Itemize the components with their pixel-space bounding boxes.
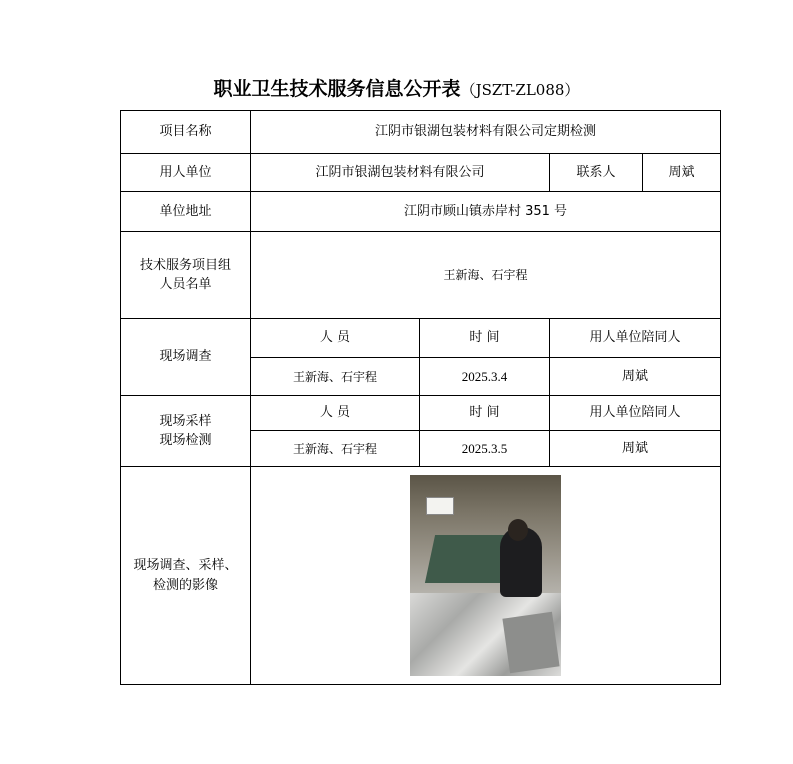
- row-project-name: [121, 111, 721, 154]
- sampling-label-line1: 现场采样: [159, 413, 212, 429]
- survey-label: 现场调查: [121, 319, 251, 396]
- images-cell: [251, 467, 721, 685]
- images-label: [121, 467, 251, 685]
- contact-label: 联系人: [550, 154, 643, 192]
- employer-value: 江阴市银湖包装材料有限公司: [251, 154, 550, 192]
- title-main: 职业卫生技术服务信息公开表: [213, 78, 461, 100]
- page-title: [0, 74, 793, 101]
- row-address: [121, 192, 721, 232]
- team-label: [121, 232, 251, 319]
- address-value: 江阴市顾山镇赤岸村 351 号: [251, 192, 721, 232]
- team-value: 王新海、石宇程: [251, 232, 721, 319]
- survey-companion: 周斌: [550, 358, 721, 396]
- row-employer: [121, 154, 721, 192]
- row-images: [121, 467, 721, 685]
- sampling-date: 2025.3.5: [420, 431, 550, 467]
- survey-header-companion: 用人单位陪同人: [550, 319, 721, 358]
- site-inspection-photo: [410, 475, 561, 676]
- row-sampling-header: [121, 396, 721, 431]
- project-name-label: 项目名称: [121, 111, 251, 154]
- row-team: [121, 232, 721, 319]
- sampling-label-line2: 现场检测: [159, 433, 212, 448]
- contact-value: 周斌: [643, 154, 721, 192]
- sampling-label: [121, 396, 251, 467]
- team-label-line1: 技术服务项目组: [139, 257, 231, 273]
- photo-wall-sign: [426, 497, 454, 515]
- sampling-header-companion: 用人单位陪同人: [550, 396, 721, 431]
- sampling-header-date: 时 间: [420, 396, 550, 431]
- sampling-header-personnel: 人 员: [251, 396, 420, 431]
- sampling-companion: 周斌: [550, 431, 721, 467]
- info-table: [120, 110, 721, 685]
- title-code: （JSZT-ZL088）: [460, 81, 580, 99]
- survey-date: 2025.3.4: [420, 358, 550, 396]
- team-label-line2: 人员名单: [159, 277, 212, 292]
- photo-worker-head: [508, 519, 528, 541]
- survey-header-personnel: 人 员: [251, 319, 420, 358]
- employer-label: 用人单位: [121, 154, 251, 192]
- images-label-line1: 现场调查、采样、: [133, 558, 238, 573]
- sampling-personnel: 王新海、石宇程: [251, 431, 420, 467]
- address-label: 单位地址: [121, 192, 251, 232]
- project-name-value: 江阴市银湖包装材料有限公司定期检测: [251, 111, 721, 154]
- survey-header-date: 时 间: [420, 319, 550, 358]
- survey-personnel: 王新海、石宇程: [251, 358, 420, 396]
- row-survey-header: [121, 319, 721, 358]
- images-label-line2: 检测的影像: [152, 577, 218, 593]
- photo-bag-pile: [502, 612, 559, 673]
